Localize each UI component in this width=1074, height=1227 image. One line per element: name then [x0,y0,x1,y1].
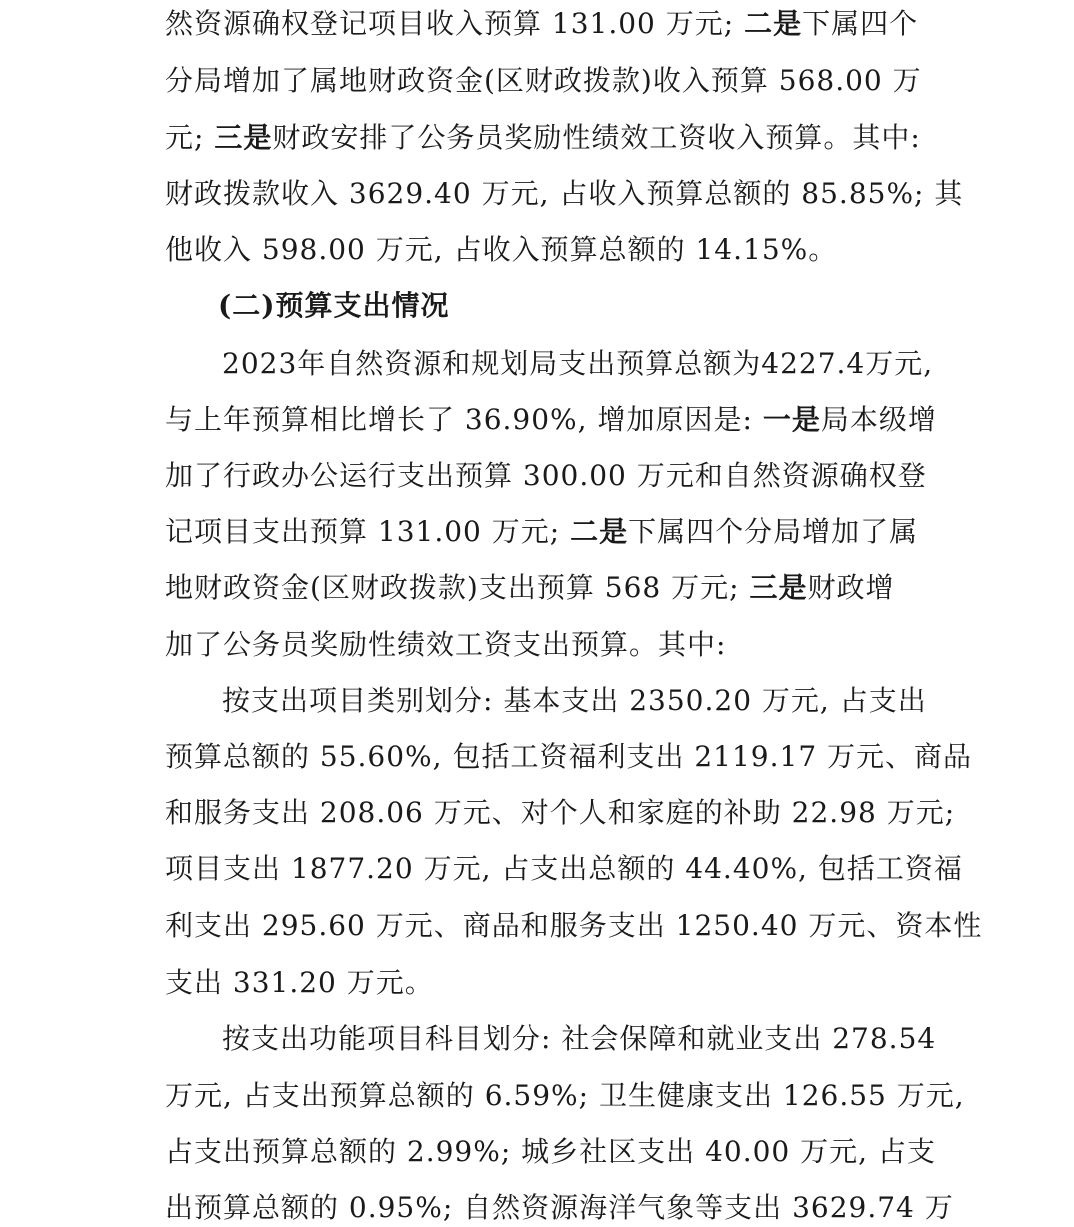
paragraph-line [165,570,913,606]
text-run: 2023年自然资源和规划局支出预算总额为4227.4万元, [222,347,934,380]
paragraph-line [165,1134,936,1170]
text-run: 下属四个分局增加了属 [628,515,919,548]
paragraph-line [165,795,956,831]
section-heading-text: (二)预算支出情况 [218,289,450,322]
text-run: 按支出项目类别划分: 基本支出 2350.20 万元, 占支出 [222,684,927,717]
paragraph-line [165,1078,965,1114]
text-run: 记项目支出预算 131.00 万元; [165,515,571,548]
section-heading [218,288,450,324]
paragraph-line [165,120,921,156]
text-run: 地财政资金(区财政拨款)支出预算 568 万元; [165,571,750,604]
text-run: 加了公务员奖励性绩效工资支出预算。其中: [165,628,727,661]
paragraph-line [222,683,927,719]
text-run: 元; [165,121,215,154]
bold-run: 一是 [762,403,821,436]
paragraph-line [222,346,934,382]
paragraph-line [165,514,919,550]
text-run: 万元, 占支出预算总额的 6.59%; 卫生健康支出 126.55 万元, [165,1079,965,1112]
paragraph-line [165,402,937,438]
text-run: 财政拨款收入 3629.40 万元, 占收入预算总额的 85.85%; 其 [165,177,964,210]
text-run: 局本级增 [820,403,937,436]
text-run: 财政安排了公务员奖励性绩效工资收入预算。其中: [272,121,921,154]
text-run: 按支出功能项目科目划分: 社会保障和就业支出 278.54 [222,1022,937,1055]
text-run: 出预算总额的 0.95%; 自然资源海洋气象等支出 3629.74 万 [165,1191,954,1224]
text-run: 加了行政办公运行支出预算 300.00 万元和自然资源确权登 [165,459,927,492]
text-run: 然资源确权登记项目收入预算 131.00 万元; [165,7,745,40]
paragraph-line [165,1190,954,1226]
paragraph-line [165,176,964,212]
text-run: 和服务支出 208.06 万元、对个人和家庭的补助 22.98 万元; [165,796,956,829]
paragraph-line [165,965,913,1001]
text-run: 财政增 [807,571,895,604]
paragraph-line [165,739,973,775]
paragraph-line [165,627,913,663]
paragraph-line [165,908,983,944]
paragraph-line [165,232,913,268]
bold-run: 二是 [744,7,803,40]
text-run: 利支出 295.60 万元、商品和服务支出 1250.40 万元、资本性 [165,909,983,942]
text-run: 项目支出 1877.20 万元, 占支出总额的 44.40%, 包括工资福 [165,852,963,885]
text-run: 与上年预算相比增长了 36.90%, 增加原因是: [165,403,763,436]
paragraph-line [165,63,922,99]
text-run: 占支出预算总额的 2.99%; 城乡社区支出 40.00 万元, 占支 [165,1135,936,1168]
text-run: 分局增加了属地财政资金(区财政拨款)收入预算 568.00 万 [165,64,922,97]
text-run: 支出 331.20 万元。 [165,966,434,999]
text-run: 下属四个 [802,7,919,40]
paragraph-line [222,1021,937,1057]
text-run: 他收入 598.00 万元, 占收入预算总额的 14.15%。 [165,233,838,266]
paragraph-line [165,851,963,887]
text-run: 预算总额的 55.60%, 包括工资福利支出 2119.17 万元、商品 [165,740,973,773]
bold-run: 三是 [214,121,273,154]
paragraph-line [165,6,919,42]
bold-run: 三是 [749,571,808,604]
bold-run: 二是 [570,515,629,548]
paragraph-line [165,458,927,494]
